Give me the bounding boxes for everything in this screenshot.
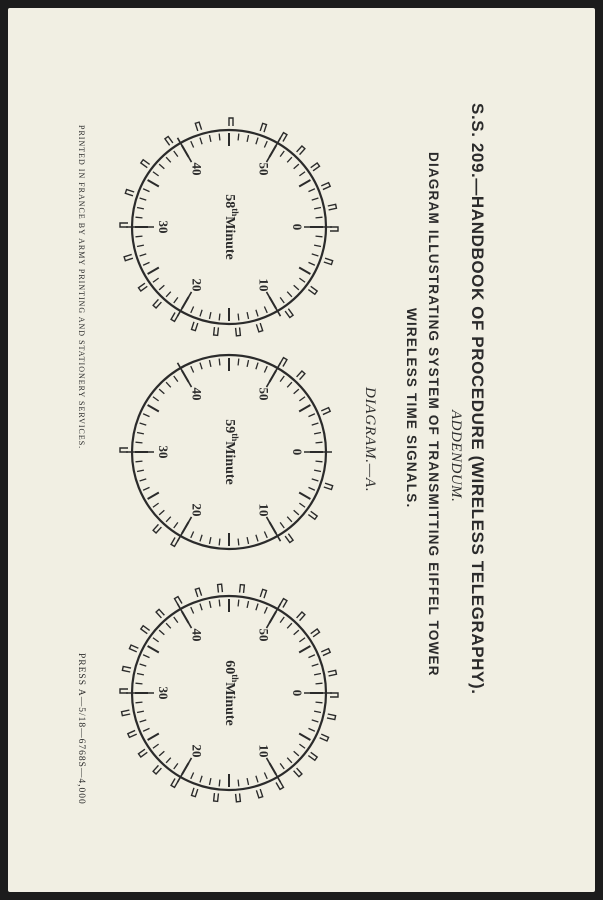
minor-tick <box>256 138 258 145</box>
signal-mark <box>141 626 150 634</box>
minor-tick <box>136 442 143 443</box>
printer-credit: PRINTED IN FRANCE BY ARMY PRINTING AND STATIONERY SERVICES. <box>77 125 86 450</box>
dial-number: 40 <box>189 628 205 642</box>
minor-tick <box>219 134 220 141</box>
minor-tick <box>247 360 248 367</box>
minor-tick <box>191 772 194 778</box>
minor-tick <box>316 217 323 218</box>
minor-tick <box>140 254 147 256</box>
minor-tick <box>294 630 299 635</box>
minor-tick <box>159 164 164 169</box>
minor-tick <box>159 510 164 515</box>
minor-tick <box>137 673 144 674</box>
minor-tick <box>314 711 321 712</box>
minor-tick <box>299 397 305 401</box>
minor-tick <box>316 461 323 462</box>
major-tick <box>148 646 159 653</box>
major-tick <box>299 646 310 653</box>
minor-tick <box>316 683 323 684</box>
major-tick <box>299 734 310 741</box>
minor-tick <box>299 744 305 748</box>
signal-mark <box>175 597 182 606</box>
minor-tick <box>209 537 210 544</box>
minor-tick <box>174 376 178 382</box>
signal-mark <box>324 483 333 489</box>
minor-tick <box>136 702 143 703</box>
minor-tick <box>143 487 149 490</box>
minor-tick <box>264 531 267 537</box>
minor-tick <box>137 245 144 246</box>
signal-mark <box>120 223 128 227</box>
signal-mark <box>195 122 201 131</box>
minor-tick <box>143 728 149 731</box>
dial-number: 0 <box>290 448 306 456</box>
dial-number: 0 <box>290 223 306 231</box>
minor-tick <box>159 285 164 290</box>
signal-mark <box>311 629 320 637</box>
signal-mark <box>321 649 330 656</box>
minor-tick <box>143 655 149 658</box>
minor-tick <box>153 744 159 748</box>
minor-tick <box>200 138 202 145</box>
minor-tick <box>153 638 159 642</box>
signal-mark <box>122 710 131 716</box>
signal-mark <box>285 309 293 318</box>
minor-tick <box>219 780 220 787</box>
minor-tick <box>200 310 202 317</box>
minor-tick <box>238 600 239 607</box>
minor-tick <box>299 638 305 642</box>
press-reference: PRESS A—5/18—6768S—4,000 <box>76 653 86 805</box>
dial-number: 50 <box>256 628 272 642</box>
signal-mark <box>308 511 317 519</box>
minor-tick <box>219 539 220 546</box>
minor-tick <box>137 711 144 712</box>
minor-tick <box>174 522 178 528</box>
major-tick <box>299 180 310 187</box>
signal-mark <box>138 749 147 757</box>
minor-tick <box>308 262 314 265</box>
major-tick <box>299 493 310 500</box>
minor-tick <box>280 151 284 157</box>
addendum-label: ADDENDUM. <box>448 410 464 503</box>
minor-tick <box>166 758 171 763</box>
signal-mark <box>128 730 137 737</box>
minor-tick <box>312 423 319 425</box>
signal-mark <box>218 584 223 592</box>
dial-number: 10 <box>256 503 272 517</box>
dial-number: 40 <box>189 387 205 401</box>
minor-tick <box>140 198 147 200</box>
signal-mark <box>276 780 283 789</box>
minor-tick <box>166 623 171 628</box>
minor-tick <box>316 442 323 443</box>
minor-tick <box>209 778 210 785</box>
minor-tick <box>143 189 149 192</box>
minor-tick <box>166 517 171 522</box>
minor-tick <box>136 217 143 218</box>
dial-minute-label: 60thMinute <box>221 660 240 726</box>
minor-tick <box>174 151 178 157</box>
signal-mark <box>214 793 219 801</box>
minor-tick <box>174 297 178 303</box>
dial-minute-label: 59thMinute <box>221 419 240 485</box>
minor-tick <box>209 360 210 367</box>
major-tick <box>148 180 159 187</box>
minor-tick <box>280 376 284 382</box>
minor-tick <box>238 359 239 366</box>
signal-mark <box>260 589 266 598</box>
minor-tick <box>247 778 248 785</box>
minor-tick <box>287 517 292 522</box>
signal-mark <box>120 689 128 693</box>
signal-mark <box>120 448 128 452</box>
signal-mark <box>328 204 337 210</box>
subtitle-line-2: WIRELESS TIME SIGNALS. <box>404 308 419 509</box>
signal-mark <box>153 524 161 533</box>
minor-tick <box>256 776 258 783</box>
minor-tick <box>312 479 319 481</box>
dial-number: 30 <box>156 220 172 234</box>
signal-mark <box>192 788 198 797</box>
minor-tick <box>238 314 239 321</box>
signal-mark <box>165 136 173 145</box>
minor-tick <box>219 314 220 321</box>
signal-mark <box>171 312 178 321</box>
signal-mark <box>280 358 287 367</box>
minor-tick <box>191 607 194 613</box>
signal-mark <box>124 254 133 260</box>
signal-mark <box>321 408 330 415</box>
major-tick <box>299 268 310 275</box>
signal-mark <box>324 258 333 264</box>
minor-tick <box>219 359 220 366</box>
minor-tick <box>280 763 284 769</box>
minor-tick <box>316 236 323 237</box>
minor-tick <box>174 763 178 769</box>
signal-mark <box>214 327 219 335</box>
dial-number: 20 <box>189 744 205 758</box>
document-title: S.S. 209.—HANDBOOK OF PROCEDURE (WIRELESS TELEGRAPHY). <box>468 103 487 695</box>
dial-number: 10 <box>256 278 272 292</box>
minor-tick <box>312 720 319 722</box>
minor-tick <box>200 535 202 542</box>
minor-tick <box>159 389 164 394</box>
major-tick <box>148 734 159 741</box>
minor-tick <box>256 604 258 611</box>
minor-tick <box>294 389 299 394</box>
minor-tick <box>137 207 144 208</box>
dial-minute-label: 58thMinute <box>221 194 240 260</box>
signal-mark <box>153 765 161 774</box>
minor-tick <box>287 157 292 162</box>
minor-tick <box>136 683 143 684</box>
minor-tick <box>209 601 210 608</box>
minor-tick <box>140 720 147 722</box>
signal-mark <box>195 588 201 597</box>
minor-tick <box>238 134 239 141</box>
minor-tick <box>166 382 171 387</box>
minor-tick <box>314 470 321 471</box>
minor-tick <box>159 751 164 756</box>
signal-mark <box>297 146 305 155</box>
minor-tick <box>238 539 239 546</box>
minor-tick <box>238 780 239 787</box>
minor-tick <box>280 617 284 623</box>
minor-tick <box>280 297 284 303</box>
signal-mark <box>240 585 245 593</box>
minor-tick <box>159 630 164 635</box>
diagram-label: DIAGRAM.—A. <box>362 387 378 493</box>
signal-mark <box>308 286 317 294</box>
minor-tick <box>200 604 202 611</box>
minor-tick <box>166 157 171 162</box>
minor-tick <box>256 363 258 370</box>
minor-tick <box>136 461 143 462</box>
dial-59th-minute <box>120 355 333 549</box>
minor-tick <box>143 414 149 417</box>
minor-tick <box>200 363 202 370</box>
minor-tick <box>294 285 299 290</box>
minor-tick <box>287 758 292 763</box>
minor-tick <box>219 600 220 607</box>
minor-tick <box>191 141 194 147</box>
minor-tick <box>308 189 314 192</box>
minor-tick <box>308 728 314 731</box>
minor-tick <box>264 306 267 312</box>
minor-tick <box>312 664 319 666</box>
signal-mark <box>171 778 178 787</box>
signal-mark <box>141 160 150 168</box>
minor-tick <box>209 312 210 319</box>
minor-tick <box>247 135 248 142</box>
minor-tick <box>294 510 299 515</box>
minor-tick <box>314 207 321 208</box>
signal-mark <box>308 752 317 760</box>
signal-mark <box>156 609 164 618</box>
minor-tick <box>264 607 267 613</box>
minor-tick <box>247 537 248 544</box>
minor-tick <box>153 278 159 282</box>
minor-tick <box>140 479 147 481</box>
signal-mark <box>311 163 320 171</box>
dial-number: 40 <box>189 162 205 176</box>
signal-mark <box>320 734 329 741</box>
minor-tick <box>137 470 144 471</box>
minor-tick <box>316 702 323 703</box>
minor-tick <box>264 366 267 372</box>
minor-tick <box>299 278 305 282</box>
minor-tick <box>287 623 292 628</box>
signal-mark <box>192 322 198 331</box>
minor-tick <box>174 617 178 623</box>
minor-tick <box>140 423 147 425</box>
minor-tick <box>314 245 321 246</box>
minor-tick <box>153 397 159 401</box>
signal-mark <box>122 666 131 672</box>
signal-mark <box>256 789 262 798</box>
signal-mark <box>321 183 330 190</box>
signal-mark <box>294 768 302 777</box>
minor-tick <box>137 432 144 433</box>
minor-tick <box>287 292 292 297</box>
dial-number: 10 <box>256 744 272 758</box>
minor-tick <box>314 673 321 674</box>
minor-tick <box>264 772 267 778</box>
major-tick <box>299 405 310 412</box>
minor-tick <box>308 414 314 417</box>
signal-mark <box>129 645 138 652</box>
minor-tick <box>153 172 159 176</box>
minor-tick <box>209 135 210 142</box>
minor-tick <box>299 503 305 507</box>
minor-tick <box>294 164 299 169</box>
minor-tick <box>191 531 194 537</box>
signal-mark <box>236 327 241 335</box>
dial-number: 30 <box>156 445 172 459</box>
minor-tick <box>247 601 248 608</box>
minor-tick <box>308 487 314 490</box>
subtitle-line-1: DIAGRAM ILLUSTRATING SYSTEM OF TRANSMITTING EIFFEL TOWER <box>426 152 441 677</box>
signal-mark <box>330 227 338 231</box>
dial-number: 0 <box>290 689 306 697</box>
minor-tick <box>200 776 202 783</box>
minor-tick <box>308 655 314 658</box>
minor-tick <box>280 522 284 528</box>
signal-mark <box>327 714 336 720</box>
dial-number: 30 <box>156 686 172 700</box>
signal-mark <box>236 793 241 801</box>
signal-mark <box>330 693 338 697</box>
minor-tick <box>143 262 149 265</box>
minor-tick <box>299 172 305 176</box>
signal-mark <box>297 612 305 621</box>
minor-tick <box>136 236 143 237</box>
minor-tick <box>256 310 258 317</box>
signal-mark <box>138 283 147 291</box>
minor-tick <box>191 306 194 312</box>
minor-tick <box>264 141 267 147</box>
minor-tick <box>312 254 319 256</box>
dial-number: 50 <box>256 162 272 176</box>
minor-tick <box>294 751 299 756</box>
minor-tick <box>191 366 194 372</box>
dial-58th-minute <box>120 118 338 336</box>
signal-mark <box>260 123 266 132</box>
major-tick <box>148 268 159 275</box>
dial-number: 20 <box>189 503 205 517</box>
dial-number: 20 <box>189 278 205 292</box>
minor-tick <box>256 535 258 542</box>
minor-tick <box>166 292 171 297</box>
signal-mark <box>229 118 233 126</box>
dial-number: 50 <box>256 387 272 401</box>
minor-tick <box>312 198 319 200</box>
signal-mark <box>125 190 134 196</box>
major-tick <box>148 493 159 500</box>
signal-mark <box>280 133 287 142</box>
signal-mark <box>153 299 161 308</box>
signal-mark <box>285 534 293 543</box>
signal-mark <box>328 670 337 676</box>
signal-mark <box>256 323 262 332</box>
signal-mark <box>171 537 178 546</box>
minor-tick <box>140 664 147 666</box>
minor-tick <box>247 312 248 319</box>
major-tick <box>148 405 159 412</box>
minor-tick <box>314 432 321 433</box>
minor-tick <box>287 382 292 387</box>
signal-mark <box>297 371 305 380</box>
minor-tick <box>153 503 159 507</box>
dial-60th-minute <box>120 584 338 802</box>
signal-mark <box>280 599 287 608</box>
